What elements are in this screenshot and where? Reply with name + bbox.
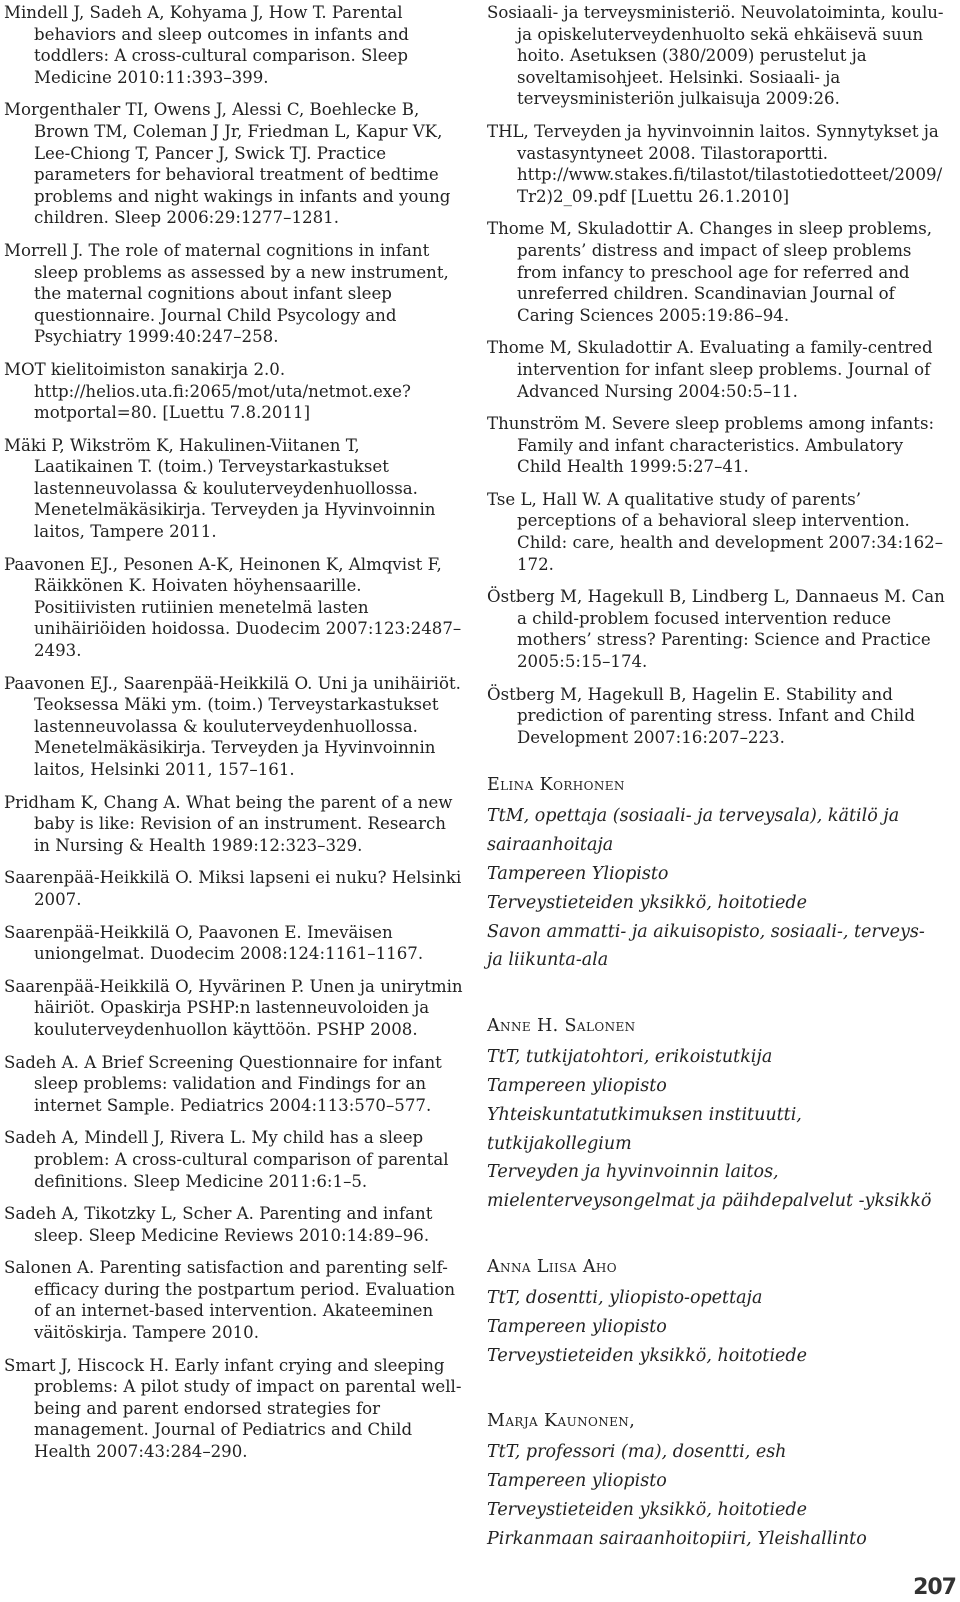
references-left-column (4, 2, 464, 1474)
author-name: Anna Liisa Aho (487, 1256, 617, 1277)
reference-entry: Thunström M. Severe sleep problems among infants: Family and infant characteristics. Ambulatory Child Health 1999:5:27–41. (487, 414, 935, 477)
author-affiliation-line: ja liikunta-ala (487, 950, 609, 971)
author-affiliation-line: Yhteiskuntatutkimuksen instituutti, (487, 1104, 802, 1125)
reference-entry: Thome M, Skuladottir A. Evaluating a family-centred intervention for infant sleep problems. Journal of Advanced Nursing 2004:50:5–11. (487, 338, 933, 401)
reference-entry: MOT kielitoimiston sanakirja 2.0. http://helios.uta.fi:2065/mot/uta/netmot.exe?motportal=80. [Luettu 7.8.2011] (4, 359, 411, 423)
reference-entry: Sadeh A, Mindell J, Rivera L. My child has a sleep problem: A cross-cultural comparison of parental definitions. Sleep Medicine 2011:6:1–5. (4, 1128, 449, 1191)
reference-entry: Morgenthaler TI, Owens J, Alessi C, Boehlecke B, Brown TM, Coleman J Jr, Friedman L, Kapur VK, Lee-Chiong T, Pancer J, Swick TJ. Practice parameters for behavioral treatment of bedtime problems and night wakings in infants and young children. Sleep 2006:29:1277–1281. (4, 100, 451, 228)
author-affiliation-line: Savon ammatti- ja aikuisopisto, sosiaali-, terveys- (487, 921, 925, 942)
reference-entry: Pridham K, Chang A. What being the parent of a new baby is like: Revision of an instrument. Research in Nursing & Health 1989:12:323–329. (4, 792, 453, 855)
reference-entry: Thome M, Skuladottir A. Changes in sleep problems, parents’ distress and impact of sleep problems from infancy to preschool age for referred and unreferred children. Scandinavian Journal of Caring Sciences 2005:19:86–94. (487, 219, 933, 325)
reference-entry: THL, Terveyden ja hyvinvoinnin laitos. Synnytykset ja vastasyntyneet 2008. Tilastoraportti. http://www.stakes.fi/tilastot/tilastotiedotteet/2009/Tr2)2_09.pdf [Luettu 26.1.2010] (487, 121, 943, 206)
reference-entry: Saarenpää-Heikkilä O, Hyvärinen P. Unen ja unirytmin häiriöt. Opaskirja PSHP:n lastenneuvoloiden ja kouluterveydenhuollon käyttöön. PSHP 2008. (4, 976, 463, 1039)
author-name: Anne H. Salonen (487, 1016, 636, 1037)
reference-entry: Saarenpää-Heikkilä O, Paavonen E. Imeväisen uniongelmat. Duodecim 2008:124:1161–1167. (4, 922, 424, 964)
reference-entry: Sadeh A. A Brief Screening Questionnaire for infant sleep problems: validation and Findings for an internet Sample. Pediatrics 2004:113:570–577. (4, 1052, 442, 1115)
author-affiliation-line: Tampereen yliopisto (487, 1075, 667, 1096)
author-affiliation-line: Tampereen yliopisto (487, 1471, 667, 1492)
reference-entry: Östberg M, Hagekull B, Hagelin E. Stability and prediction of parenting stress. Infant and Child Development 2007:16:207–223. (487, 684, 915, 747)
author-affiliation-line: Terveystieteiden yksikkö, hoitotiede (487, 1345, 807, 1366)
reference-entry: Paavonen EJ., Saarenpää-Heikkilä O. Uni ja unihäiriöt. Teoksessa Mäki ym. (toim.) Terveystarkastukset lastenneuvolassa & kouluterveydenhuollossa. Menetelmäkäsikirja. Terveyden ja Hyvinvoinnin laitos, Helsinki 2011, 157–161. (4, 673, 461, 779)
references-right-list (487, 2, 947, 748)
author-affiliation-line: TtM, opettaja (sosiaali- ja terveysala), kätilö ja (487, 806, 900, 827)
author-block (487, 1254, 947, 1370)
author-affiliation-line: Tampereen Yliopisto (487, 864, 669, 884)
author-affiliation-line: Terveyden ja hyvinvoinnin laitos, (487, 1162, 779, 1183)
reference-entry: Sadeh A, Tikotzky L, Scher A. Parenting and infant sleep. Sleep Medicine Reviews 2010:14:89–96. (4, 1204, 433, 1245)
author-affiliation-line: TtT, professori (ma), dosentti, esh (487, 1442, 787, 1463)
author-affiliation-line: tutkijakollegium (487, 1133, 632, 1154)
reference-entry: Saarenpää-Heikkilä O. Miksi lapseni ei nuku? Helsinki 2007. (4, 868, 462, 909)
author-name: Marja Kaunonen, (487, 1411, 636, 1432)
author-block (487, 1408, 947, 1553)
reference-entry: Mäki P, Wikström K, Hakulinen-Viitanen T, Laatikainen T. (toim.) Terveystarkastukset lastenneuvolassa & kouluterveydenhuollossa. Menetelmäkäsikirja. Terveyden ja Hyvinvoinnin laitos, Tampere 2011. (4, 435, 436, 542)
reference-entry: Salonen A. Parenting satisfaction and parenting self-efficacy during the postpartum period. Evaluation of an internet-based intervention. Akateeminen väitöskirja. Tampere 2010. (4, 1258, 456, 1343)
references-right-column (487, 2, 947, 1554)
author-affiliation-line: mielenterveysongelmat ja päihdepalvelut -yksikkö (487, 1191, 932, 1212)
reference-entry: Paavonen EJ., Pesonen A-K, Heinonen K, Almqvist F, Räikkönen K. Hoivaten höyhensaarille. Positiivisten rutiinien menetelmä lasten unihäiriöiden hoidossa. Duodecim 2007:123:2487–2493. (4, 554, 462, 661)
page-number: 207 (913, 1575, 956, 1600)
reference-entry: Morrell J. The role of maternal cognitions in infant sleep problems as assessed by a new instrument, the maternal cognitions about infant sleep questionnaire. Journal Child Psycology and Psychiatry 1999:40:247–258. (4, 240, 449, 347)
author-affiliation-line: sairaanhoitaja (487, 835, 614, 856)
author-affiliation-line: Tampereen yliopisto (487, 1316, 667, 1337)
author-block (487, 1013, 947, 1216)
author-block (487, 772, 947, 975)
reference-entry: Sosiaali- ja terveysministeriö. Neuvolatoiminta, koulu- ja opiskeluterveydenhuolto sekä ehkäisevä suun hoito. Asetuksen (380/2009) perustelut ja soveltamisohjeet. Helsinki. Sosiaali- ja terveysministeriön julkaisuja 2009:26. (487, 3, 944, 109)
reference-entry: Smart J, Hiscock H. Early infant crying and sleeping problems: A pilot study of impact on parental well-being and parent endorsed strategies for management. Journal of Pediatrics and Child Health 2007:43:284–290. (4, 1355, 462, 1462)
reference-entry: Mindell J, Sadeh A, Kohyama J, How T. Parental behaviors and sleep outcomes in infants and toddlers: A cross-cultural comparison. Sleep Medicine 2010:11:393–399. (4, 3, 409, 87)
author-affiliation-line: TtT, dosentti, yliopisto-opettaja (487, 1287, 763, 1308)
reference-entry: Östberg M, Hagekull B, Lindberg L, Dannaeus M. Can a child-problem focused intervention reduce mothers’ stress? Parenting: Science and Practice 2005:5:15–174. (487, 587, 945, 672)
reference-entry: Tse L, Hall W. A qualitative study of parents’ perceptions of a behavioral sleep intervention. Child: care, health and development 2007:34:162–172. (487, 489, 944, 574)
author-affiliation-line: Terveystieteiden yksikkö, hoitotiede (487, 892, 807, 913)
author-affiliation-line: Pirkanmaan sairaanhoitopiiri, Yleishallinto (487, 1528, 867, 1549)
author-list (487, 772, 947, 1553)
author-name: Elina Korhonen (487, 775, 625, 796)
author-affiliation-line: Terveystieteiden yksikkö, hoitotiede (487, 1499, 807, 1520)
author-affiliation-line: TtT, tutkijatohtori, erikoistutkija (487, 1047, 773, 1068)
